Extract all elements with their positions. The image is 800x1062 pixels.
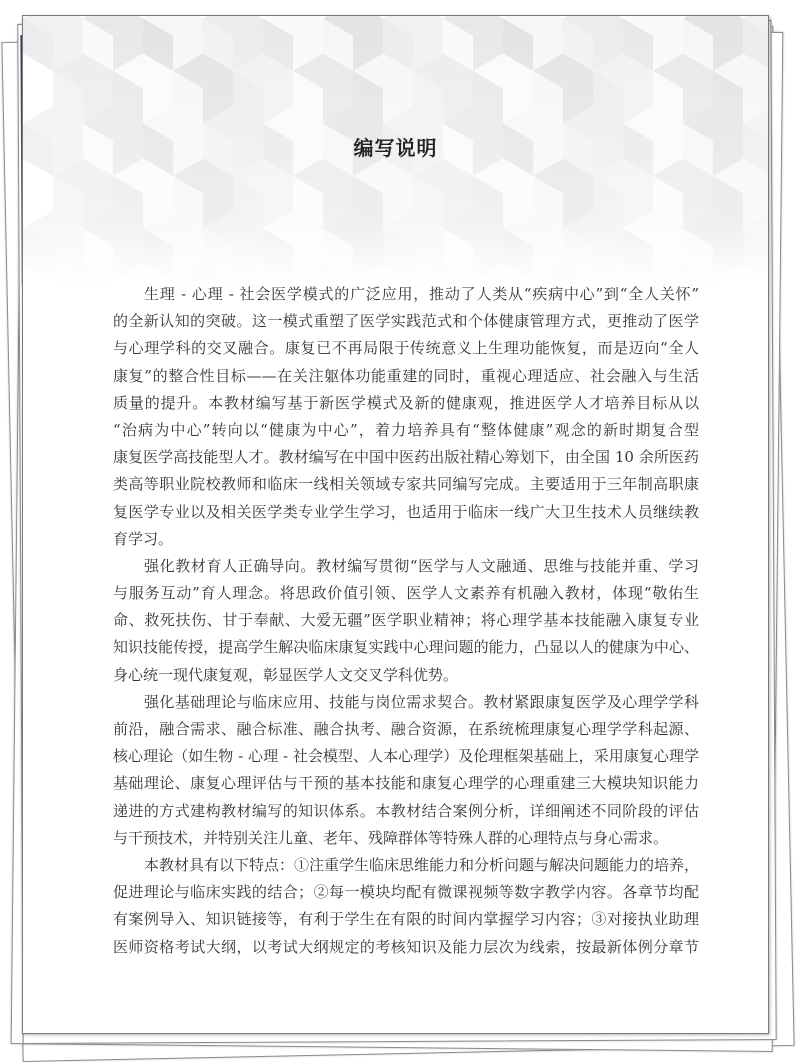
- document-body: [113, 281, 699, 961]
- text-line: 促进理论与临床实践的结合；②每一模块均配有微课视频等数字教学内容。各章节均配: [113, 883, 699, 902]
- text-line: 康复医学高技能型人才。教材编写在中国中医药出版社精心筹划下，由全国 10 余所医药: [113, 448, 699, 467]
- text-line: 强化教材育人正确导向。教材编写贯彻“医学与人文融通、思维与技能并重、学习: [144, 556, 699, 575]
- text-line: 身心统一现代康复观，彰显医学人文交叉学科优势。: [113, 665, 459, 684]
- text-line: 与心理学科的交叉融合。康复已不再局限于传统意义上生理功能恢复，而是迈向“全人: [113, 339, 699, 358]
- paragraph: [113, 281, 699, 553]
- text-line: 与服务互动”育人理念。将思政价值引领、医学人文素养有机融入教材，体现“敬佑生: [113, 584, 699, 603]
- text-line: 核心理论（如生物 - 心理 - 社会模型、人本心理学）及伦理框架基础上，采用康复心理学: [113, 747, 699, 766]
- text-line: 强化基础理论与临床应用、技能与岗位需求契合。教材紧跟康复医学及心理学学科: [144, 692, 699, 711]
- text-line: 与干预技术，并特别关注儿童、老年、残障群体等特殊人群的心理特点与身心需求。: [113, 828, 669, 847]
- text-line: 基础理论、康复心理评估与干预的基本技能和康复心理学的心理重建三大模块知识能力: [113, 774, 699, 793]
- text-line: 的全新认知的突破。这一模式重塑了医学实践范式和个体健康管理方式，更推动了医学: [113, 312, 699, 331]
- text-line: 前沿，融合需求、融合标准、融合执考、融合资源，在系统梳理康复心理学学科起源、: [113, 720, 699, 738]
- text-line: 本教材具有以下特点：①注重学生临床思维能力和分析问题与解决问题能力的培养，: [144, 855, 700, 874]
- text-line: “治病为中心”转向以“健康为中心”，着力培养具有“整体健康”观念的新时期复合型: [113, 420, 699, 439]
- text-line: 育学习。: [113, 529, 174, 548]
- paragraph: [113, 553, 699, 689]
- text-line: 类高等职业院校教师和临床一线相关领域专家共同编写完成。主要适用于三年制高职康: [113, 475, 699, 494]
- text-line: 复医学专业以及相关医学类专业学生学习，也适用于临床一线广大卫生技术人员继续教: [113, 502, 699, 521]
- paragraph: [113, 689, 699, 852]
- paragraph: [113, 852, 699, 961]
- text-line: 知识技能传授，提高学生解决临床康复实践中心理问题的能力，凸显以人的健康为中心、: [113, 638, 699, 657]
- text-line: 康复”的整合性目标——在关注躯体功能重建的同时，重视心理适应、社会融入与生活: [113, 366, 699, 385]
- text-line: 医师资格考试大纲，以考试大纲规定的考核知识及能力层次为线索，按最新体例分章节: [113, 937, 699, 956]
- page-title: 编写说明: [353, 136, 438, 160]
- text-line: 递进的方式建构教材编写的知识体系。本教材结合案例分析，详细阐述不同阶段的评估: [113, 801, 699, 820]
- text-line: 命、救死扶伤、甘于奉献、大爱无疆”医学职业精神；将心理学基本技能融入康复专业: [113, 611, 699, 630]
- text-line: 有案例导入、知识链接等，有利于学生在有限的时间内掌握学习内容；③对接执业助理: [113, 910, 699, 929]
- text-line: 质量的提升。本教材编写基于新医学模式及新的健康观，推进医学人才培养目标从以: [113, 393, 699, 412]
- document-page: [22, 15, 769, 1034]
- text-line: 生理 - 心理 - 社会医学模式的广泛应用，推动了人类从“疾病中心”到“全人关怀”: [144, 285, 699, 303]
